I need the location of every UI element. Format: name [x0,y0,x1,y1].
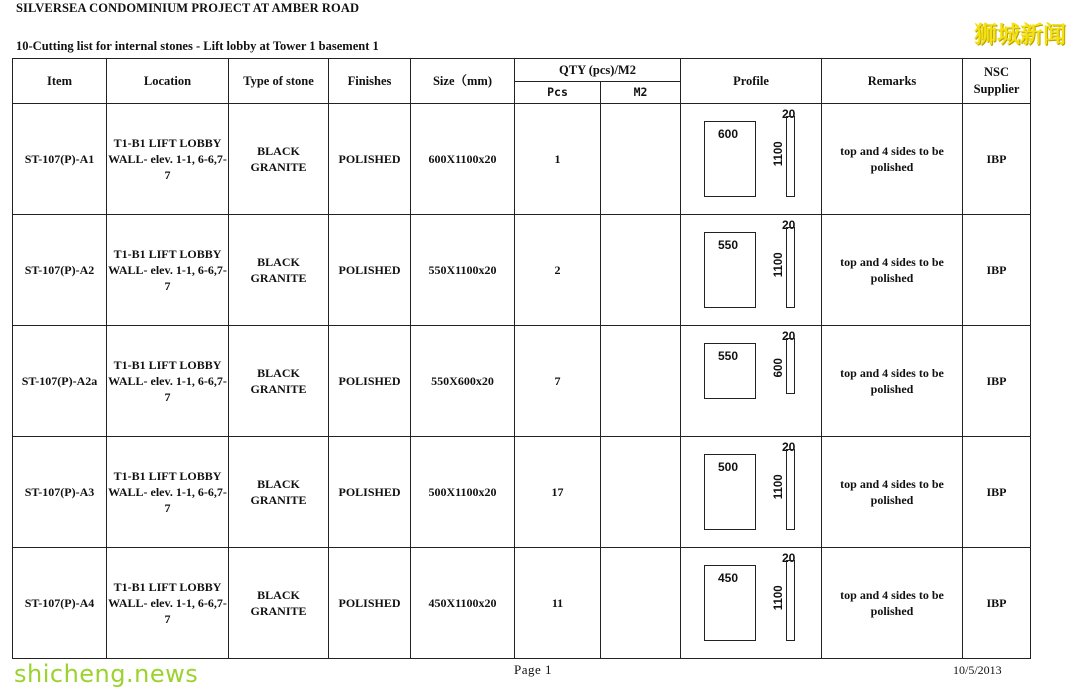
qty-pcs: 7 [515,326,601,437]
profile-drawing [681,437,822,548]
col-size: Size（mm) [411,59,515,104]
profile-height: 1100 [773,474,786,500]
finish: POLISHED [329,437,411,548]
profile-width: 500 [718,460,739,474]
location: T1-B1 LIFT LOBBY WALL- elev. 1-1, 6-6,7-7 [107,437,229,548]
profile-drawing [681,215,822,326]
profile-width: 600 [718,127,739,141]
qty-m2 [601,326,681,437]
table-row [13,326,1031,437]
profile-height: 600 [773,358,786,378]
stone-type: BLACK GRANITE [229,437,329,548]
size: 600X1100x20 [411,104,515,215]
supplier: IBP [963,326,1031,437]
finish: POLISHED [329,104,411,215]
col-qty: QTY (pcs)/M2 [515,59,681,82]
col-type: Type of stone [229,59,329,104]
col-finishes: Finishes [329,59,411,104]
location: T1-B1 LIFT LOBBY WALL- elev. 1-1, 6-6,7-7 [107,104,229,215]
remarks: top and 4 sides to be polished [822,104,963,215]
table-row [13,104,1031,215]
col-pcs: Pcs [515,82,601,104]
item-code: ST-107(P)-A4 [13,548,107,659]
remarks: top and 4 sides to be polished [822,548,963,659]
table-row [13,215,1031,326]
item-code: ST-107(P)-A3 [13,437,107,548]
supplier: IBP [963,548,1031,659]
remarks: top and 4 sides to be polished [822,437,963,548]
qty-pcs: 11 [515,548,601,659]
col-remarks: Remarks [822,59,963,104]
supplier: IBP [963,104,1031,215]
profile-thickness: 20 [782,440,796,454]
size: 550X1100x20 [411,215,515,326]
stone-type: BLACK GRANITE [229,215,329,326]
stone-type: BLACK GRANITE [229,104,329,215]
profile-height: 1100 [773,252,786,278]
qty-pcs: 1 [515,104,601,215]
profile-width: 550 [718,349,739,363]
col-location: Location [107,59,229,104]
page-number: Page 1 [514,662,553,677]
profile-thickness: 20 [782,551,796,565]
col-profile: Profile [681,59,822,104]
col-supplier: NSC Supplier [963,59,1031,104]
profile-drawing [681,104,822,215]
profile-height: 1100 [773,585,786,611]
item-code: ST-107(P)-A2a [13,326,107,437]
qty-m2 [601,548,681,659]
cutting-list-table [12,58,1031,659]
watermark-brand: 狮城新闻 [974,22,1066,48]
stone-type: BLACK GRANITE [229,548,329,659]
document-date: 10/5/2013 [953,663,1002,677]
profile-thickness: 20 [782,107,796,121]
project-title: SILVERSEA CONDOMINIUM PROJECT AT AMBER ROAD [16,1,360,15]
finish: POLISHED [329,215,411,326]
sheet-title: 10-Cutting list for internal stones - Lift lobby at Tower 1 basement 1 [16,39,379,53]
profile-thickness: 20 [782,218,796,232]
profile-width: 450 [718,571,739,585]
profile-drawing [681,326,822,437]
location: T1-B1 LIFT LOBBY WALL- elev. 1-1, 6-6,7-7 [107,326,229,437]
col-item: Item [13,59,107,104]
supplier: IBP [963,437,1031,548]
finish: POLISHED [329,548,411,659]
location: T1-B1 LIFT LOBBY WALL- elev. 1-1, 6-6,7-7 [107,215,229,326]
remarks: top and 4 sides to be polished [822,215,963,326]
item-code: ST-107(P)-A2 [13,215,107,326]
col-m2: M2 [601,82,681,104]
profile-width: 550 [718,238,739,252]
table-row [13,437,1031,548]
profile-thickness: 20 [782,329,796,343]
size: 450X1100x20 [411,548,515,659]
finish: POLISHED [329,326,411,437]
item-code: ST-107(P)-A1 [13,104,107,215]
size: 500X1100x20 [411,437,515,548]
size: 550X600x20 [411,326,515,437]
supplier: IBP [963,215,1031,326]
profile-drawing [681,548,822,659]
header-row [13,59,1031,82]
location: T1-B1 LIFT LOBBY WALL- elev. 1-1, 6-6,7-7 [107,548,229,659]
table-row [13,548,1031,659]
qty-m2 [601,437,681,548]
qty-m2 [601,215,681,326]
watermark-url: shicheng.news [14,660,199,688]
remarks: top and 4 sides to be polished [822,326,963,437]
qty-pcs: 2 [515,215,601,326]
qty-pcs: 17 [515,437,601,548]
stone-type: BLACK GRANITE [229,326,329,437]
profile-height: 1100 [773,141,786,167]
qty-m2 [601,104,681,215]
